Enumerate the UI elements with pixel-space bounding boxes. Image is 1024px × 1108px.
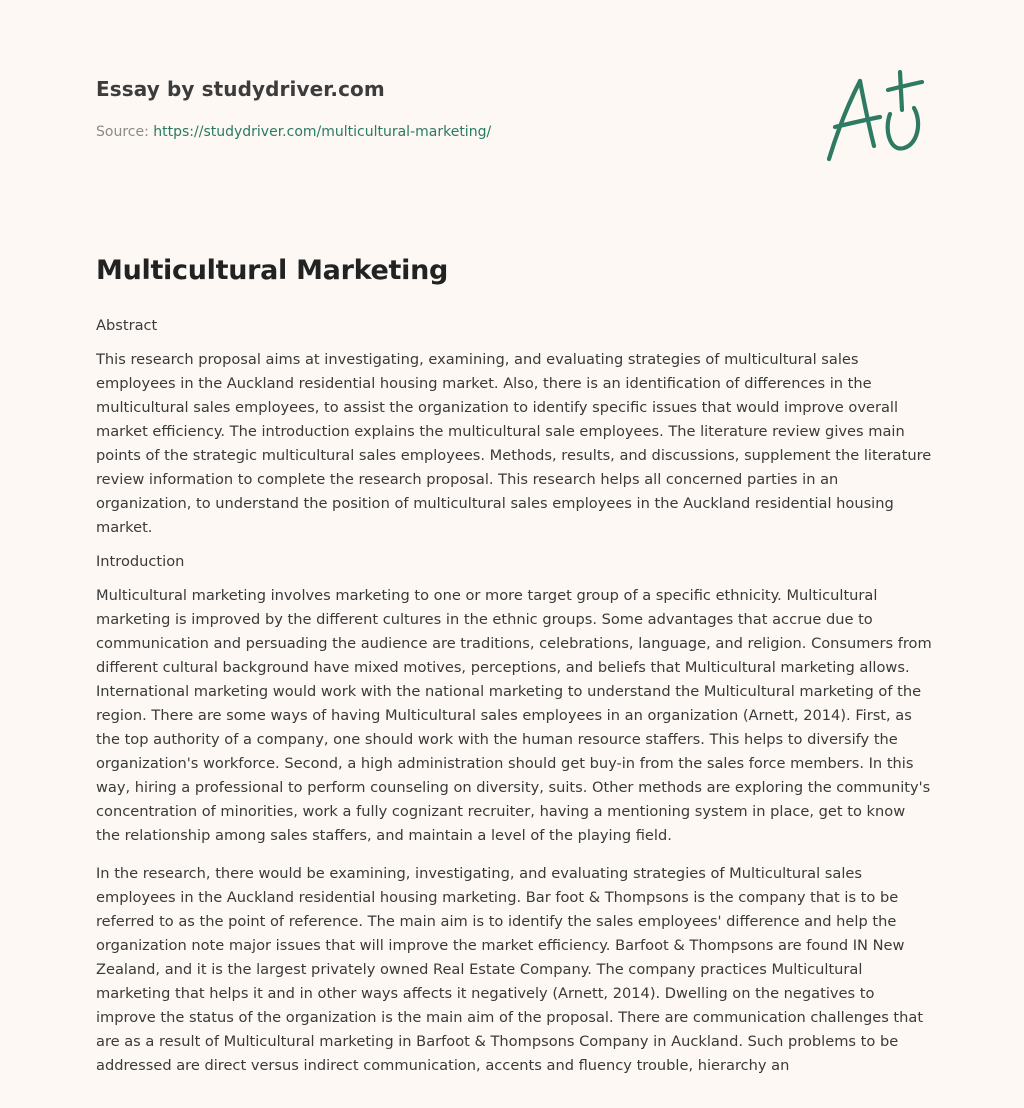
source-line	[96, 124, 491, 140]
abstract-heading: Abstract	[96, 317, 158, 334]
site-brand: Essay by studydriver.com	[96, 77, 385, 101]
introduction-heading: Introduction	[96, 553, 185, 570]
essay-title: Multicultural Marketing	[96, 255, 449, 286]
introduction-paragraph-1: Multicultural marketing involves marketing to one or more target group of a specific ethnicity. Multicultural marketing is improved by the different cultures in the ethnic groups. Some advantages that accrue due to communication and persuading the audience are traditions, celebrations, language, and religion. Consumers from different cultural background have mixed motives, perceptions, and beliefs that Multicultural marketing allows. International marketing would work with the national marketing to understand the Multicultural marketing of the region. There are some ways of having Multicultural sales employees in an organization (Arnett, 2014). First, as the top authority of a company, one should work with the human resource staffers. This helps to diversify the organization's workforce. Second, a high administration should get buy-in from the sales force members. In this way, hiring a professional to perform counseling on diversity, suits. Other methods are exploring the community's concentration of minorities, work a fully cognizant recruiter, having a mentioning system in place, get to know the relationship among sales staffers, and maintain a level of the playing field.	[96, 587, 932, 844]
essay-body	[96, 316, 932, 1090]
abstract-paragraph: This research proposal aims at investigating, examining, and evaluating strategies of multicultural sales employees in the Auckland residential housing market. Also, there is an identification of differences in the multicultural sales employees, to assist the organization to identify specific issues that would improve overall market efficiency. The introduction explains the multicultural sale employees. The literature review gives main points of the strategic multicultural sales employees. Methods, results, and discussions, supplement the literature review information to complete the research proposal. This research helps all concerned parties in an organization, to understand the position of multicultural sales employees in the Auckland residential housing market.	[96, 351, 932, 536]
a-plus-logo-icon	[822, 66, 928, 166]
source-link[interactable]: https://studydriver.com/multicultural-marketing/	[153, 124, 492, 140]
introduction-paragraph-2: In the research, there would be examining, investigating, and evaluating strategies of Multicultural sales employees in the Auckland residential housing marketing. Bar foot & Thompsons is the company that is to be referred to as the point of reference. The main aim is to identify the sales employees' difference and help the organization note major issues that will improve the market efficiency. Barfoot & Thompsons are found IN New Zealand, and it is the largest privately owned Real Estate Company. The company practices Multicultural marketing that helps it and in other ways affects it negatively (Arnett, 2014). Dwelling on the negatives to improve the status of the organization is the main aim of the proposal. There are communication challenges that are as a result of Multicultural marketing in Barfoot & Thompsons Company in Auckland. Such problems to be addressed are direct versus indirect communication, accents and fluency trouble, hierarchy an	[96, 865, 924, 1074]
source-label: Source:	[96, 124, 149, 140]
